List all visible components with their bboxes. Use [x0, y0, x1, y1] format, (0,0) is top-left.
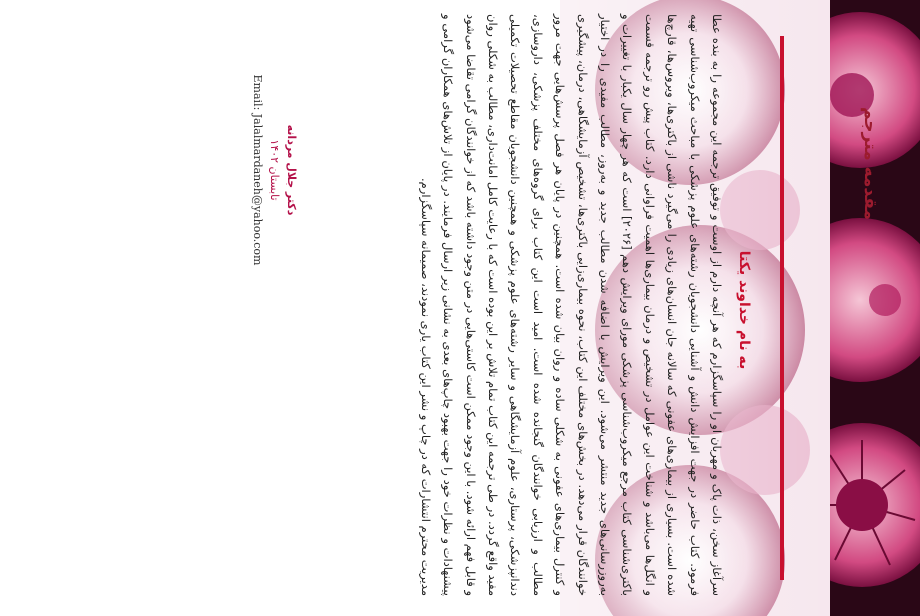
translator-email: Email: Jalalmardaneh@yahoo.com — [251, 74, 264, 266]
page-title: مقدمه مترجم — [860, 107, 880, 220]
translator-name: دکتر جلال مردانه — [285, 124, 298, 216]
signature-block — [249, 40, 300, 300]
paragraph: کتاب پیش رو ترجمه قسمت باکتری‌شناسی کتاب مرجع میکروب‌شناسی پزشکی مورای ویرایش دهم [۲۰۲۶] است که هر چهار سال یکبار با تغییرات و به‌روزرسانی‌های جدید منتشر می‌شود. این ویرایش با اضافه شدن مطالب جدید و به‌روز، مطالب مفیدی را در اختیار خوانندگان قرار می‌دهد. — [575, 14, 657, 597]
preface-body — [414, 14, 728, 596]
bismillah-heading: به نام خداوند یکتا — [736, 250, 752, 370]
title-divider — [780, 36, 784, 580]
paragraph: سرآغاز سخن، ذات پاک و مهربان او را سپاسگزارم که هر آنچه دارم از اوست و توفیق ترجمه این مجموعه را به بنده عطا فرمود. کتاب حاضر در جهت افزایش دانش و آشنایی دانشجویان رشته‌های علوم پزشکی با مباحث میکروب‌شناسی تهیه شده است. — [665, 14, 724, 596]
paragraph: امید است این کتاب برای گروه‌های مختلف پزشکی، داروسازی، دندانپزشکی، پرستاری، علوم آزمایشگاهی و سایر رشته‌های علوم پزشکی و همچنین دانشجویان مقاطع تحصیلات تکمیلی مفید واقع گردد. — [485, 14, 545, 597]
paragraph: در پایان از تلاش‌های همکاران گرامی و مدیریت محترم انتشارات که در چاپ و نشر این کتاب یاری نمودند، صمیمانه سپاسگزارم. — [418, 14, 456, 596]
paragraph: بسیاری از بیماری‌های عفونی که سالانه جان انسان‌های زیادی را می‌گیرد ناشی از باکتری‌ها، ویروس‌ها، قارچ‌ها و انگل‌ها می‌باشد و شناخت این عوامل در تشخیص و درمان بیماری‌ها اهمیت فراوانی دارد. — [642, 14, 680, 596]
paragraph: در طی ترجمه این کتاب تمام تلاش بر این بوده است که با رعایت کامل امانت‌داری، مطالب به شکلی روان و قابل فهم ارائه شود. با این وجود ممکن است کاستی‌هایی در متن وجود داشته باشد که از خوانندگان گرامی تقاضا می‌شود پیشنهادات و نظرات خود را جهت بهبود چاپ‌های بعدی به نشانی زیر ارسال فرمایند. — [441, 14, 500, 596]
paragraph: در بخش‌های مختلف این کتاب، نحوه بیماری‌زایی باکتری‌ها، تشخیص آزمایشگاهی، درمان، پیشگیری و کنترل بیماری‌های عفونی به شکلی ساده و روان بیان شده است. همچنین در پایان هر فصل پرسش‌هایی جهت مرور مطالب و ارزیابی خوانندگان گنجانده شده است. — [530, 14, 590, 596]
signature-date: تابستان ۱۴۰۲ — [268, 139, 281, 201]
